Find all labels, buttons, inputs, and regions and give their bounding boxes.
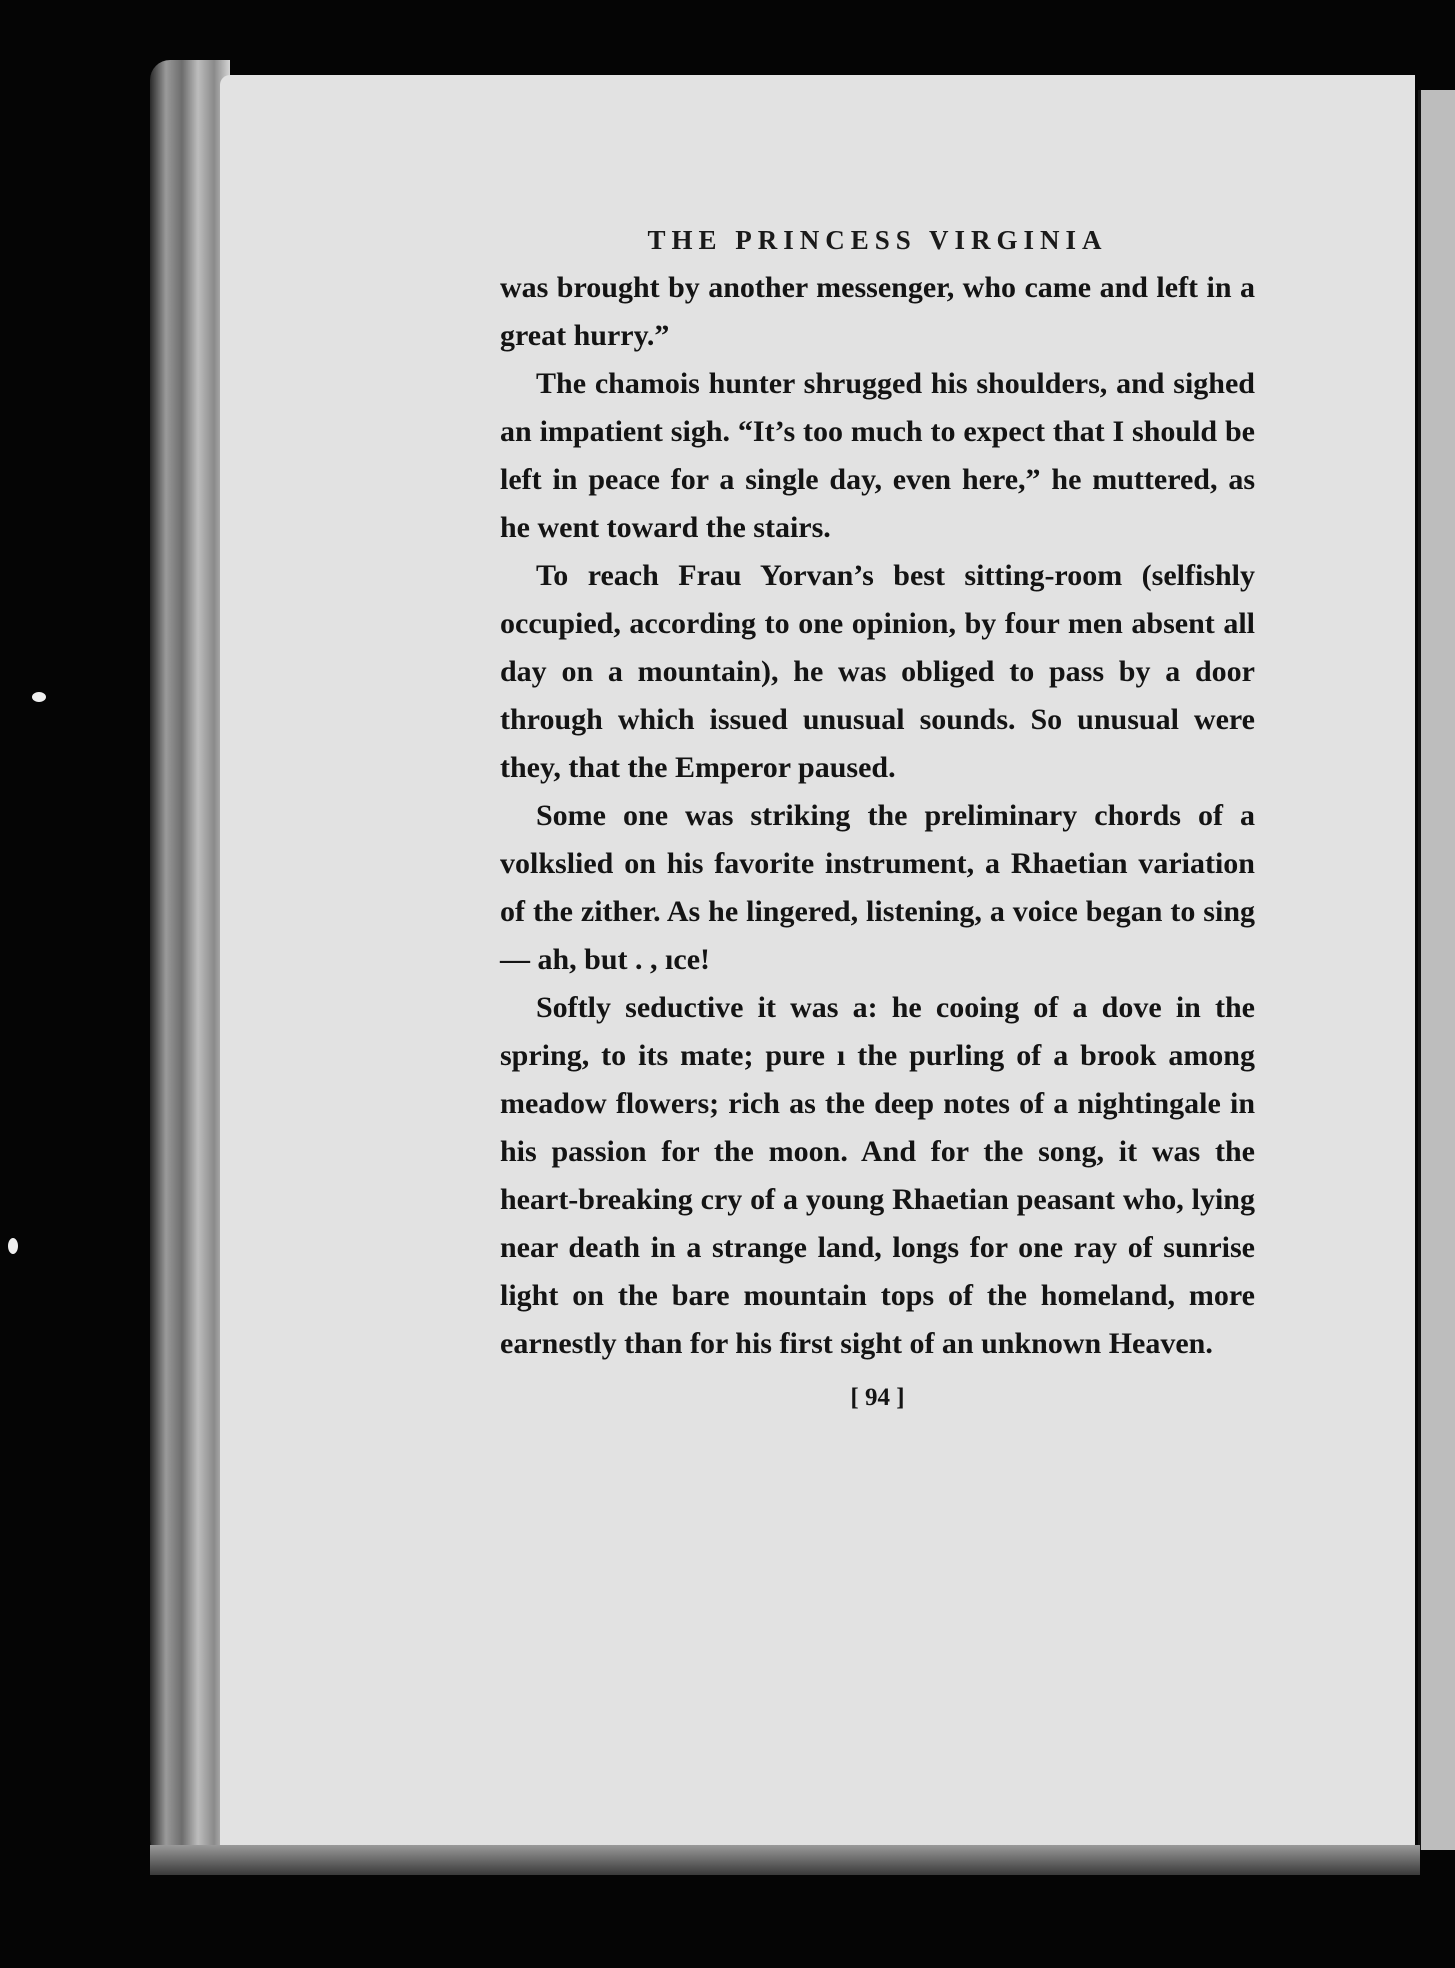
page-text-block: [500, 225, 1255, 1412]
paragraph: The chamois hunter shrugged his shoulders, and sighed an impatient sigh. “It’s too much to expect that I should be left in peace for a single day, even here,” he muttered, as he went toward the stairs.: [500, 367, 1255, 544]
page-number: [ 94 ]: [850, 1384, 905, 1411]
page-bottom-edge: [150, 1845, 1420, 1875]
paragraph: Softly seductive it was a: he cooing of a dove in the spring, to its mate; pure ı the purling of a brook among meadow flowers; rich as the deep notes of a nightingale in his passion for the moon. And for the song, it was the heart-breaking cry of a young Rhaetian peasant who, lying near death in a strange land, longs for one ray of sunrise light on the bare mountain tops of the homeland, more earnestly than for his first sight of an unknown Heaven.: [500, 991, 1255, 1360]
next-page-edge: [1418, 90, 1455, 1850]
scan-speck: [8, 1238, 18, 1254]
running-head: THE PRINCESS VIRGINIA: [647, 225, 1108, 255]
paragraph: was brought by another messenger, who came and left in a great hurry.”: [500, 271, 1255, 352]
paragraph: Some one was striking the preliminary chords of a volkslied on his favorite instrument, a Rhaetian variation of the zither. As he lingered, listening, a voice began to sing — ah, but . , ıce!: [500, 799, 1255, 976]
paragraph: To reach Frau Yorvan’s best sitting-room (selfishly occupied, according to one opinion, by four men absent all day on a mountain), he was obliged to pass by a door through which issued unusual sounds. So unusual were they, that the Emperor paused.: [500, 559, 1255, 784]
scan-speck: [32, 692, 46, 702]
page-fore-edge: [150, 60, 230, 1860]
